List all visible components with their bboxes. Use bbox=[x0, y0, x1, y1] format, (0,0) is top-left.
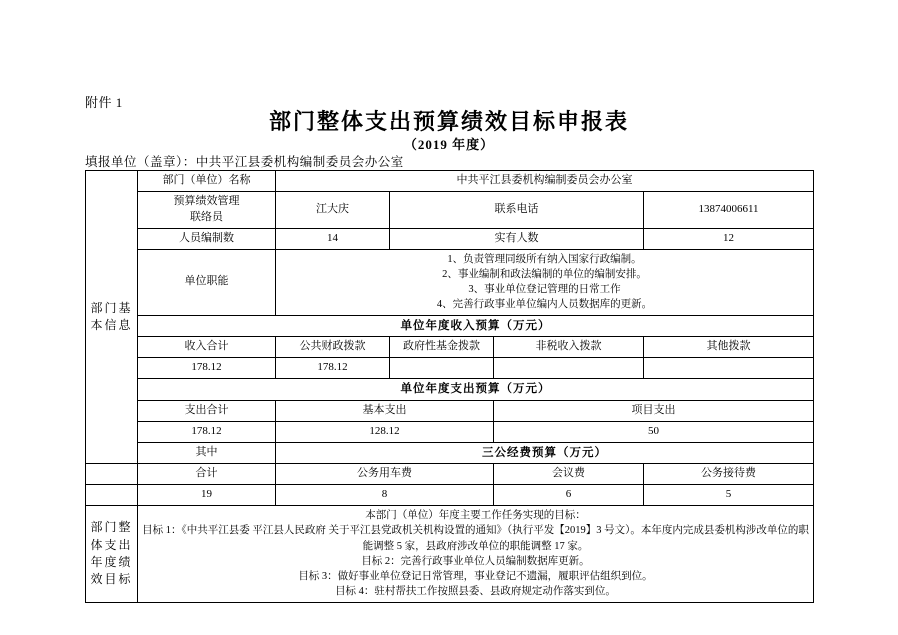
section-head-basic-info bbox=[86, 171, 138, 464]
phone-label: 联系电话 bbox=[390, 191, 644, 228]
income-value-nontax bbox=[494, 358, 644, 379]
goal-item: 目标 3：做好事业单位登记日常管理，事业登记不遗漏，履职评估组织到位。 bbox=[298, 571, 653, 583]
phone-value: 13874006611 bbox=[644, 191, 814, 228]
expense-section-title: 单位年度支出预算（万元） bbox=[138, 379, 814, 401]
expense-header-basic: 基本支出 bbox=[276, 400, 494, 421]
three-public-header-meeting: 会议费 bbox=[494, 464, 644, 485]
staff-quota-value: 14 bbox=[276, 228, 390, 249]
three-public-value-total: 19 bbox=[138, 485, 276, 506]
three-public-header-vehicle: 公务用车费 bbox=[276, 464, 494, 485]
income-value-other bbox=[644, 358, 814, 379]
attachment-label: 附件 1 bbox=[85, 95, 123, 110]
goal-item: 目标 2：完善行政事业单位人员编制数据库更新。 bbox=[361, 555, 590, 567]
expense-header-total: 支出合计 bbox=[138, 400, 276, 421]
duty-item: 2、事业编制和政法编制的单位的编制安排。 bbox=[442, 268, 647, 280]
income-value-gov-fund bbox=[390, 358, 494, 379]
three-public-value-vehicle: 8 bbox=[276, 485, 494, 506]
actual-staff-label: 实有人数 bbox=[390, 228, 644, 249]
goal-item: 目标 4：驻村帮扶工作按照县委、县政府规定动作落实到位。 bbox=[335, 586, 616, 598]
three-public-section-title: 三公经费预算（万元） bbox=[276, 442, 814, 464]
table-row bbox=[86, 464, 814, 485]
table-row bbox=[86, 315, 814, 337]
liaison-label-line2: 联络员 bbox=[190, 210, 223, 223]
duty-item: 3、事业单位登记管理的日常工作 bbox=[468, 284, 621, 296]
page-subtitle: （2019 年度） bbox=[403, 137, 495, 152]
table-row bbox=[86, 337, 814, 358]
filler-unit-line: 填报单位（盖章）：中共平江县委机构编制委员会办公室 bbox=[85, 155, 404, 169]
table-row bbox=[86, 228, 814, 249]
three-public-value-reception: 5 bbox=[644, 485, 814, 506]
table-row bbox=[86, 485, 814, 506]
annual-goal-content bbox=[138, 506, 814, 602]
dept-name-label: 部门（单位）名称 bbox=[138, 171, 276, 192]
three-public-header-total: 合计 bbox=[138, 464, 276, 485]
section-head-annual-goal-text: 部门整体支出年度绩效目标 bbox=[90, 520, 133, 587]
section-head-basic-info-text: 部门基本信息 bbox=[90, 300, 133, 333]
duty-item: 4、完善行政事业单位编内人员数据库的更新。 bbox=[436, 299, 653, 311]
actual-staff-value: 12 bbox=[644, 228, 814, 249]
table-row bbox=[86, 191, 814, 228]
three-public-spacer-2 bbox=[86, 485, 138, 506]
three-public-header-reception: 公务接待费 bbox=[644, 464, 814, 485]
table-row bbox=[86, 506, 814, 602]
liaison-label bbox=[138, 191, 276, 228]
staff-quota-label: 人员编制数 bbox=[138, 228, 276, 249]
liaison-label-line1: 预算绩效管理 bbox=[173, 194, 240, 207]
table-row bbox=[86, 442, 814, 464]
other-label: 其中 bbox=[138, 442, 276, 464]
income-header-nontax: 非税收入拨款 bbox=[494, 337, 644, 358]
income-header-total: 收入合计 bbox=[138, 337, 276, 358]
table-row bbox=[86, 358, 814, 379]
income-value-public-finance: 178.12 bbox=[276, 358, 390, 379]
expense-value-basic: 128.12 bbox=[276, 421, 494, 442]
table-row bbox=[86, 421, 814, 442]
expense-value-total: 178.12 bbox=[138, 421, 276, 442]
three-public-value-meeting: 6 bbox=[494, 485, 644, 506]
duty-value bbox=[276, 249, 814, 315]
liaison-value: 江大庆 bbox=[276, 191, 390, 228]
three-public-spacer bbox=[86, 464, 138, 485]
income-header-public-finance: 公共财政拨款 bbox=[276, 337, 390, 358]
table-row bbox=[86, 171, 814, 192]
income-value-total: 178.12 bbox=[138, 358, 276, 379]
expense-value-project: 50 bbox=[494, 421, 814, 442]
income-section-title: 单位年度收入预算（万元） bbox=[138, 315, 814, 337]
income-header-gov-fund: 政府性基金拨款 bbox=[390, 337, 494, 358]
duty-item: 1、负责管理同级所有纳入国家行政编制。 bbox=[447, 253, 642, 265]
table-row bbox=[86, 249, 814, 315]
page-title: 部门整体支出预算绩效目标申报表 bbox=[268, 109, 629, 134]
dept-name-value: 中共平江县委机构编制委员会办公室 bbox=[276, 171, 814, 192]
table-row bbox=[86, 400, 814, 421]
duty-label: 单位职能 bbox=[138, 249, 276, 315]
goal-intro: 本部门（单位）年度主要工作任务实现的目标： bbox=[365, 510, 586, 522]
income-header-other: 其他拨款 bbox=[644, 337, 814, 358]
table-row bbox=[86, 379, 814, 401]
section-head-annual-goal bbox=[86, 506, 138, 602]
expense-header-project: 项目支出 bbox=[494, 400, 814, 421]
goal-item: 目标 1：《中共平江县委 平江县人民政府 关于平江县党政机关机构设置的通知》（执行平发【2019】3 号文）。本年度内完成县委机构涉改单位的职能调整 5 家，县政府涉改单位的职能调整 17 家。 bbox=[142, 525, 809, 552]
budget-performance-table bbox=[85, 170, 814, 603]
